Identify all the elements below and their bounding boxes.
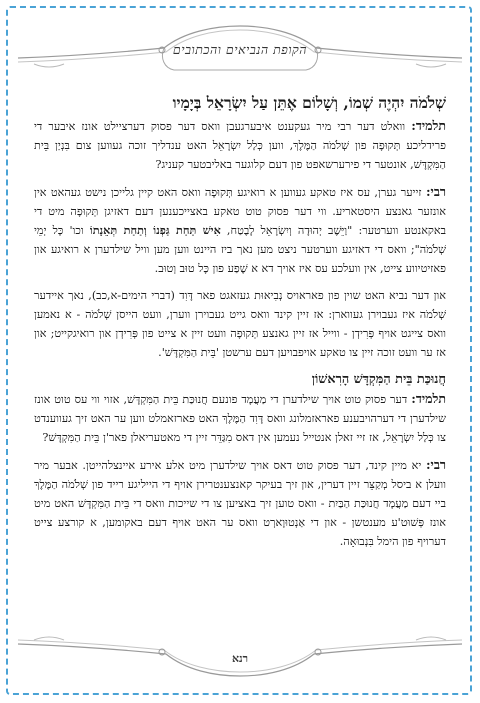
rabbi-answer-2 [34,455,446,551]
speaker-label-student: תלמיד: [411,391,446,406]
answer-text: יא מיין קינד, דער פסוק טוט דאס אויך שילדערן מיט אלע אירע איינצלהייטן. אבער מיר וועלן א ביסל מְקַצֵּר זיין דערין, און זיך בעיקר קאנצענטרירן אויף די הייליגע רייד פון שְׁלֹמֹה הַמֶּלֶךְ ביי דעם מַעֲמָד חֲנוּכַּת הַבַּיִת - וואס טוען זיך באציען צו די שייכות וואס די בֵּית הַמִּקְדָּשׁ האט מיט אונז פְּשׁוּט'ע מענטשן - און די אַנְטוּוָארְט וואס ער האט אויף דעם באקומען, א קורצע צייט דערויף פון הימל בִּנְבוּאָה. [34,459,446,548]
page-number: רנא [231,652,249,665]
speaker-label-rabbi: רבי: [425,457,446,472]
speaker-label-rabbi: רבי: [425,184,446,199]
question-text: דער פסוק טוט אויך שילדערן די מַעֲמָד פונעם חֲנוּכַּת בֵּית הַמִּקְדָּשׁ, אזוי ווי עס טוט אונז שילדערן די דערהויבענע פאראזמלונג וואס דָּוִד הַמֶּלֶךְ האט פארזאמלט ווען ער האט זיך געווענדט צו כְּלַל יִשְׂרָאֵל, אז זיי זאלן אנטייל נעמען אין דאס מִגַּדֵּר זיין די מאטעריאלן פאר'ן בֵּית הַמִּקְדָּשׁ? [34,393,446,444]
rabbi-answer-1 [34,182,446,278]
answer-text-a: זייער גערן, עס איז טאקע געווען א רואיגע תְּקוּפָה וואס האט קיין גלייכן נישט געהאט אין אונזער גאנצע היסטאריע. ווי דער פסוק טוט טאקע באצייכענען דעם דאזיגן תְּקוּפָה מיט די באקאנטע ווערטער: "וַיֵּשֶׁב יְהוּדָה וְיִשְׂרָאֵל לָבֶטַח, [34,186,446,237]
answer-text-b: וכו' כָּל יְמֵי שְׁלֹמֹה"; וואס די דאזיגע ווערטער ניצט מען נאך ביז היינט ווען מען וויל שילדערן א רואיגע און פאזיטיווע צייט, אין וועלכע עס איז אויך דא א שֶׁפַע פון כָּל טוּב וְטוּב. [34,224,446,275]
section-heading-peace: שְׁלֹמֹה יִהְיֶה שְׁמוֹ, וְשָׁלוֹם אֶתֵּן עַל יִשְׂרָאֵל בְּיָמָיו [172,93,446,112]
section-heading-dedication: חֲנוּכַּת בֵּית הַמִּקְדָּשׁ הָרִאשׁוֹן [311,372,446,387]
speaker-label-student: תלמיד: [411,118,446,133]
rabbi-answer-1-cont: און דער נביא האט שוין פון פאראויס נְבִיאוּת געזאגט פאר דָּוִד (דברי הימים-א,כב), נאך איידער שְׁלֹמֹה איז געבוירן געווארן: אז זיין קינד וואס גייט געבוירן ווערן, וועט הייסן שְׁלֹמֹה - א נאמען וואס צייגט אויף פְּרִידְן - ווייל אז זיין גאנצע תְּקוּפָה וועט זיין א צייט פון פְּרִידְן און רואיגקייט; און אז ער וועט זוכה זיין צו טאקע אויפבויען דעם ערשטן 'בֵּית הַמִּקְדָּשׁ'. [34,289,446,359]
page-content [34,92,446,622]
footer-ornament [14,628,466,684]
student-question-2 [34,389,446,447]
student-question-1 [34,116,446,174]
question-text: וואלט דער רבי מיר געקענט איבערגעבן וואס דער פסוק דערציילט אונז איבער די פרידליכע תְּקוּפָה פון שְׁלֹמֹה הַמֶּלֶךְ, ווען כְּלַל יִשְׂרָאֵל האט ענדליך זוכה געווען צום בִּנְיַן בֵּית הַמִּקְדָּשׁ, אונטער די פירערשאפט פון דעם קלוגער באליבטער קעניג? [34,120,446,171]
running-header-title: הקופת הנביאים והכתובים [172,42,308,57]
verse-emphasis: אִישׁ תַּחַת גַּפְנוֹ וְתַחַת תְּאֵנָתוֹ [89,223,221,237]
header-ornament [14,18,466,80]
